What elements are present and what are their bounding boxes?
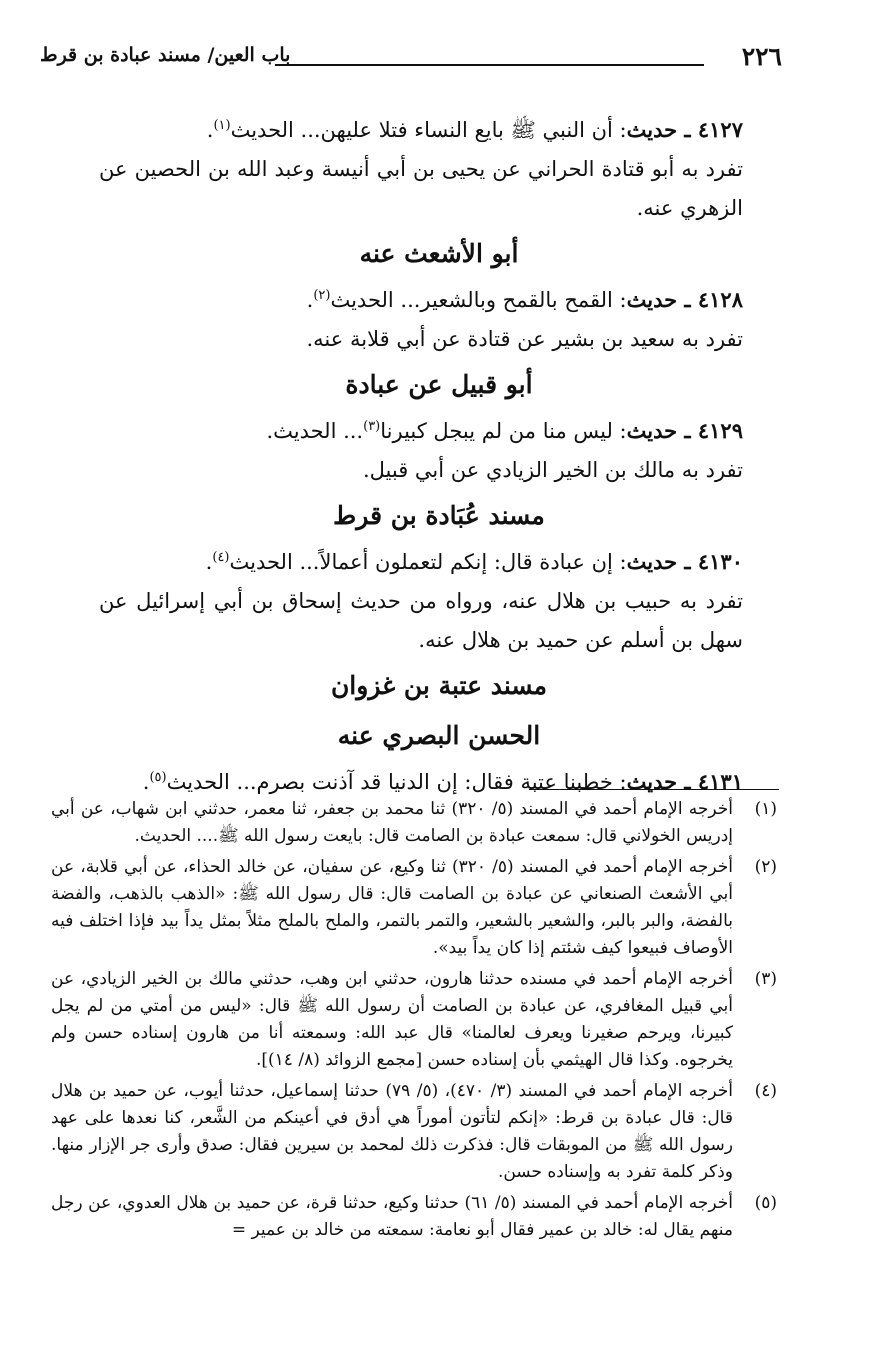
entry-number: ٤١٢٨ ـ حديث [626,287,743,312]
section-heading: الحسن البصري عنه [337,721,541,750]
page-number: ٢٢٦ [741,42,782,71]
entry-comment: تفرد به سعيد بن بشير عن قتادة عن أبي قلابة عنه. [306,327,743,351]
footnote-number: (٣) [754,969,777,989]
footnote [51,854,777,962]
footnote-ref: (٥) [149,770,167,785]
footnote-number: (٢) [754,857,777,877]
entry-tail: . [306,288,314,312]
footnote [51,796,777,850]
entry-text: : إن عبادة قال: إنكم لتعملون أعمالاً... الحديث [229,550,627,574]
footnote-number: (١) [754,799,777,819]
footnote-ref: (٣) [363,419,381,434]
page-header [40,42,782,82]
entry-comment: تفرد به حبيب بن هلال عنه، ورواه من حديث إسحاق بن أبي إسرائيل عن سهل بن أسلم عن حميد بن هلال عنه. [99,589,743,652]
entry-tail: . [206,118,214,142]
section-heading: أبو الأشعث عنه [359,239,519,268]
entry-number: ٤١٣٠ ـ حديث [626,549,743,574]
entry-comment: تفرد به مالك بن الخير الزيادي عن أبي قبيل. [362,458,743,482]
footnote-text: أخرجه الإمام أحمد في مسنده حدثنا هارون، حدثني ابن وهب، حدثني مالك بن الخير الزيادي، عن أبي قبيل المغافري، عن عبادة بن الصامت أن رسول الله ﷺ قال: «ليس من أمتي من لم يجل كبيرنا، ويرحم صغيرنا ويعرف لعالمنا» قال عبد الله: وسمعته أنا من هارون إسناده حسن ولم يخرجوه. وكذا قال الهيثمي بأن إسناده حسن [مجمع الزوائد (٨/ ١٤)]. [51,969,733,1070]
entry-text: : القمح بالقمح وبالشعير... الحديث [330,288,627,312]
entry-tail: . [205,550,213,574]
entry-tail: . [142,770,150,794]
entry-text: : خطبنا عتبة فقال: إن الدنيا قد آذنت بصرم... الحديث [166,770,627,794]
entry-text: : أن النبي ﷺ بايع النساء فتلا عليهن... الحديث [230,118,627,142]
entry-number: ٤١٢٧ ـ حديث [626,117,743,142]
footnote-ref: (٤) [212,550,230,565]
footnotes [51,796,777,1248]
entry-number: ٤١٣١ ـ حديث [626,769,743,794]
entry-number: ٤١٢٩ ـ حديث [626,418,743,443]
entry-tail: ... الحديث. [266,419,364,443]
footnote-ref: (٢) [313,288,331,303]
footnote-text: أخرجه الإمام أحمد في المسند (٥/ ٦١) حدثنا وكيع، حدثنا قرة، عن حميد بن هلال العدوي، عن رجل منهم يقال له: خالد بن عمير فقال أبو نعامة: سمعته من خالد بن عمير = [51,1193,733,1240]
footnote-ref: (١) [213,118,231,133]
footnote-separator [529,789,779,790]
footnote [51,1190,777,1244]
hadith-entry [99,280,779,320]
entry-comment: تفرد به أبو قتادة الحراني عن يحيى بن أبي أنيسة وعبد الله بن الحصين عن الزهري عنه. [99,157,743,220]
hadith-entry [99,411,779,451]
section-heading: مسند عُبَادة بن قرط [333,501,545,530]
footnote [51,966,777,1074]
footnote-text: أخرجه الإمام أحمد في المسند (٣/ ٤٧٠)، (٥/ ٧٩) حدثنا إسماعيل، حدثنا أيوب، عن حميد بن هلال قال: قال عبادة بن قرط: «إنكم لتأتون أموراً هي أدق في أعينكم من الشَّعر، كنا نعدها على عهد رسول الله ﷺ من الموبقات قال: فذكرت ذلك لمحمد بن سيرين فقال: صدق وأرى جر الإزار منها. وذكر كلمة تفرد به وإسناده حسن. [51,1081,733,1182]
footnote-number: (٤) [754,1081,777,1101]
section-heading: أبو قبيل عن عبادة [345,370,533,399]
entry-text: : ليس منا من لم يبجل كبيرنا [380,419,627,443]
footnote-text: أخرجه الإمام أحمد في المسند (٥/ ٣٢٠) ثنا محمد بن جعفر، ثنا معمر، حدثني ابن شهاب، عن أبي إدريس الخولاني قال: سمعت عبادة بن الصامت قال: بايعت رسول الله ﷺ.... الحديث. [51,799,733,846]
section-heading: مسند عتبة بن غزوان [330,671,548,700]
footnote-number: (٥) [754,1193,777,1213]
header-rule [275,64,704,66]
hadith-entry [99,110,779,150]
footnote [51,1078,777,1186]
running-title: باب العين/ مسند عبادة بن قرط [40,44,291,66]
footnote-text: أخرجه الإمام أحمد في المسند (٥/ ٣٢٠) ثنا وكيع، عن سفيان، عن خالد الحذاء، عن أبي قلابة، عن أبي الأشعث الصنعاني عن عبادة بن الصامت قال: قال رسول الله ﷺ: «الذهب بالذهب، والفضة بالفضة، والبر بالبر، والشعير بالشعير، والتمر بالتمر، والملح بالملح مثلاً بمثل يداً بيد فإذا اختلف فيه الأوصاف فبيعوا كيف شئتم إذا كان يداً بيد». [51,857,733,958]
hadith-entry [99,542,779,582]
main-text [99,110,779,802]
